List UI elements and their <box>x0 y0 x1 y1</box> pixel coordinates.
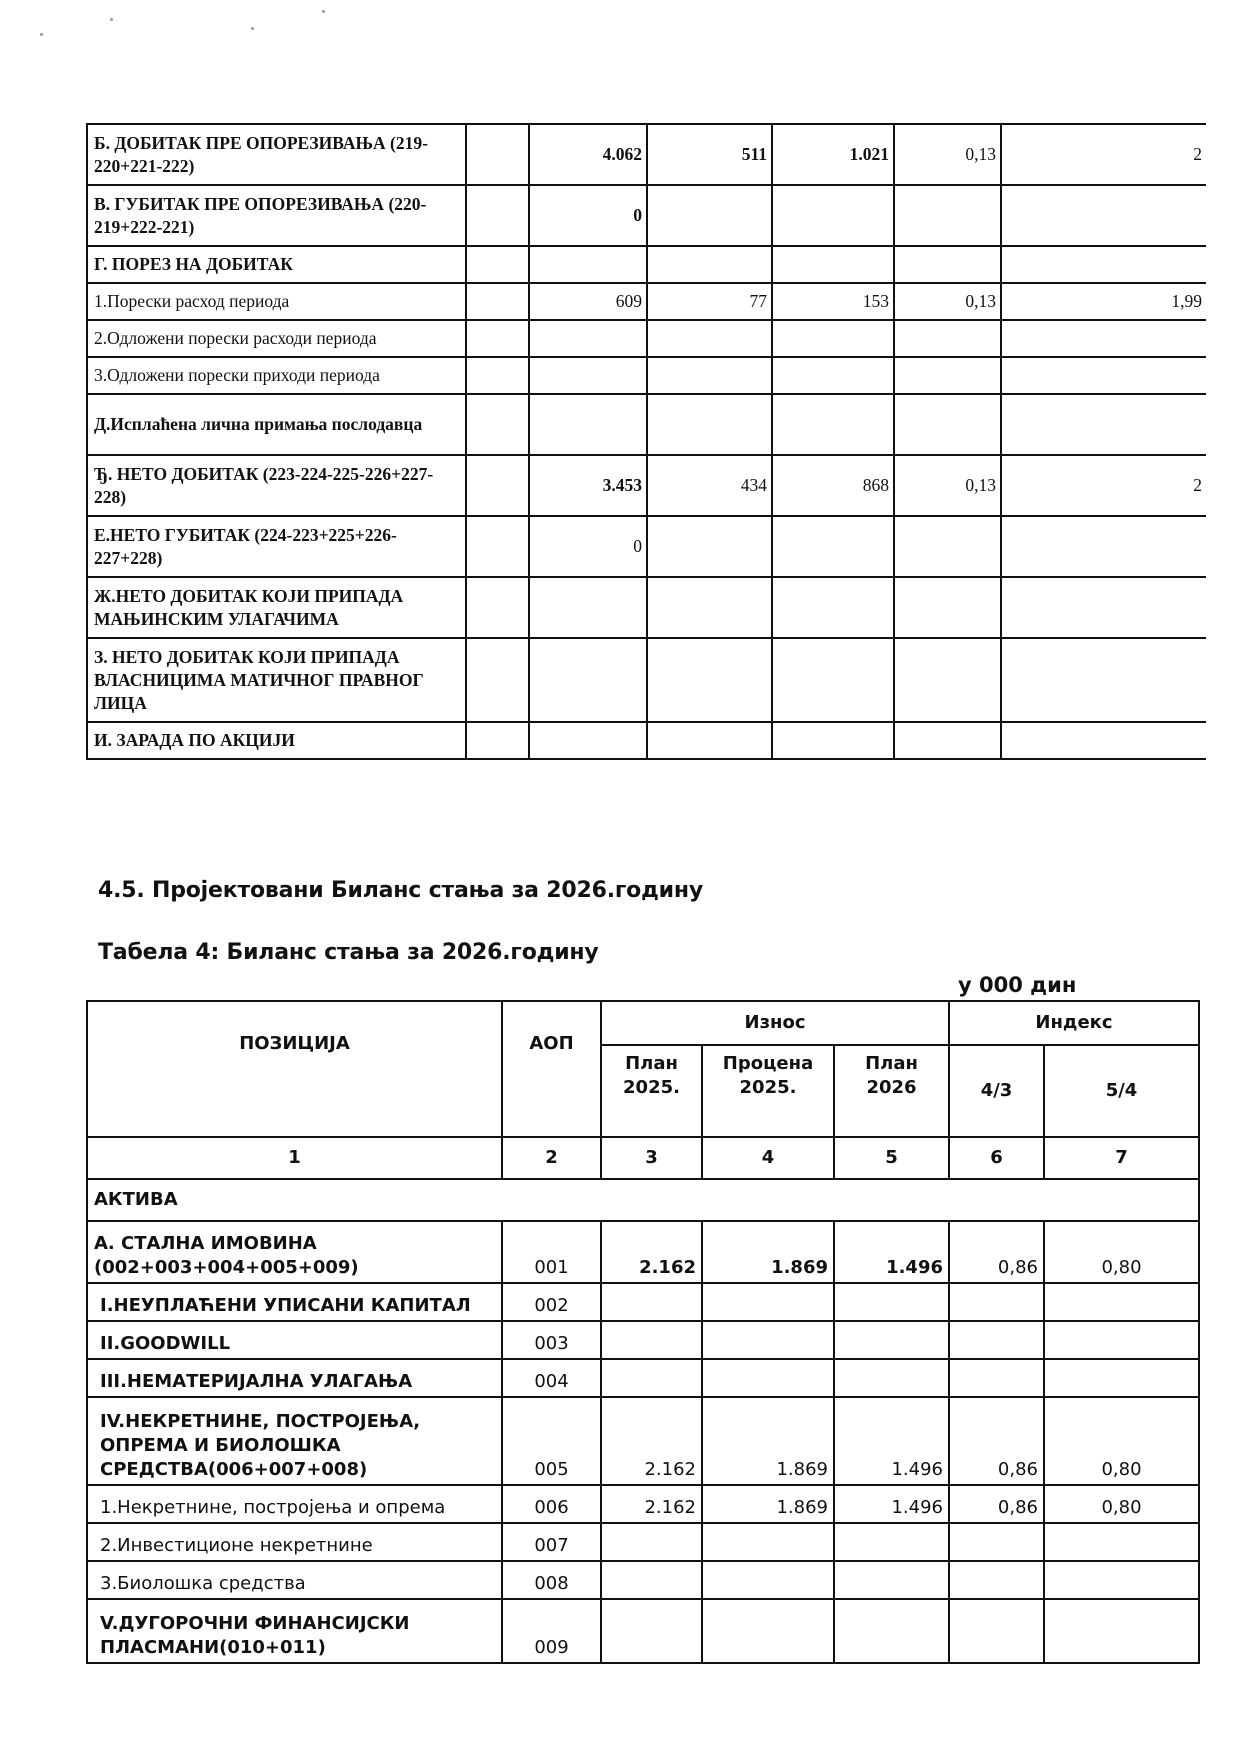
table-row <box>87 1485 1199 1523</box>
value-cell <box>529 722 647 759</box>
index-cell <box>894 185 1001 246</box>
aop-cell <box>466 722 529 759</box>
value-cell <box>772 185 894 246</box>
row-label: 1.Порески расход периода <box>87 283 466 320</box>
header-plan-2026: План 2026 <box>834 1045 949 1137</box>
index-5-4-cell: 0,80 <box>1044 1397 1199 1485</box>
index-4-3-cell <box>949 1561 1044 1599</box>
plan-2025-cell <box>601 1599 702 1663</box>
value-cell <box>647 320 772 357</box>
aop-cell <box>466 455 529 516</box>
value-cell <box>647 638 772 722</box>
header-index-4-3: 4/3 <box>949 1045 1044 1137</box>
row-label: 3.Биолошка средства <box>87 1561 502 1599</box>
table-row <box>87 185 1206 246</box>
table-row <box>87 357 1206 394</box>
value-cell <box>772 394 894 455</box>
plan-2026-cell: 1.496 <box>834 1221 949 1283</box>
row-label: А. СТАЛНА ИМОВИНА (002+003+004+005+009) <box>87 1221 502 1283</box>
index-4-3-cell: 0,86 <box>949 1485 1044 1523</box>
value-cell <box>529 357 647 394</box>
header-index-group: Индекс <box>949 1001 1199 1045</box>
row-label: Б. ДОБИТАК ПРЕ ОПОРЕЗИВАЊА (219-220+221-222) <box>87 124 466 185</box>
section-row <box>87 1179 1199 1221</box>
index-cell: 2 <box>1001 455 1206 516</box>
index-cell <box>1001 638 1206 722</box>
aop-cell <box>466 577 529 638</box>
header-aop: АОП <box>502 1001 601 1137</box>
scan-artifact <box>322 10 325 13</box>
aop-cell: 007 <box>502 1523 601 1561</box>
plan-2025-cell <box>601 1359 702 1397</box>
table-row <box>87 246 1206 283</box>
column-number: 6 <box>949 1137 1044 1179</box>
row-label: Г. ПОРЕЗ НА ДОБИТАК <box>87 246 466 283</box>
index-cell <box>894 320 1001 357</box>
index-cell <box>1001 722 1206 759</box>
scan-artifact <box>40 33 43 36</box>
row-label: И. ЗАРАДА ПО АКЦИЈИ <box>87 722 466 759</box>
table-row <box>87 1523 1199 1561</box>
column-number: 2 <box>502 1137 601 1179</box>
value-cell: 1.021 <box>772 124 894 185</box>
plan-2026-cell <box>834 1599 949 1663</box>
aop-cell <box>466 185 529 246</box>
table-row <box>87 1397 1199 1485</box>
plan-2026-cell: 1.496 <box>834 1397 949 1485</box>
index-cell: 0,13 <box>894 283 1001 320</box>
row-label: II.GOODWILL <box>87 1321 502 1359</box>
header-index-5-4: 5/4 <box>1044 1045 1199 1137</box>
plan-2025-cell <box>601 1561 702 1599</box>
index-cell: 0,13 <box>894 124 1001 185</box>
aop-cell: 009 <box>502 1599 601 1663</box>
income-statement-table <box>86 123 1206 760</box>
value-cell <box>647 577 772 638</box>
index-cell: 1,99 <box>1001 283 1206 320</box>
table-row <box>87 320 1206 357</box>
column-number-row <box>87 1137 1199 1179</box>
value-cell <box>772 516 894 577</box>
value-cell <box>772 357 894 394</box>
table-row <box>87 1283 1199 1321</box>
value-cell: 868 <box>772 455 894 516</box>
estimate-2025-cell <box>702 1283 834 1321</box>
table-row <box>87 1221 1199 1283</box>
plan-2025-cell <box>601 1283 702 1321</box>
balance-sheet-table <box>86 1000 1200 1664</box>
index-5-4-cell <box>1044 1321 1199 1359</box>
value-cell <box>647 516 772 577</box>
aop-cell <box>466 124 529 185</box>
row-label: Е.НЕТО ГУБИТАК (224-223+225+226-227+228) <box>87 516 466 577</box>
value-cell: 4.062 <box>529 124 647 185</box>
value-cell: 511 <box>647 124 772 185</box>
plan-2026-cell <box>834 1359 949 1397</box>
index-4-3-cell <box>949 1599 1044 1663</box>
index-cell <box>894 394 1001 455</box>
value-cell: 77 <box>647 283 772 320</box>
value-cell <box>772 722 894 759</box>
index-cell <box>894 516 1001 577</box>
units-label: у 000 дин <box>958 973 1077 997</box>
value-cell: 3.453 <box>529 455 647 516</box>
row-label: З. НЕТО ДОБИТАК КОЈИ ПРИПАДА ВЛАСНИЦИМА МАТИЧНОГ ПРАВНОГ ЛИЦА <box>87 638 466 722</box>
index-cell <box>1001 516 1206 577</box>
plan-2026-cell <box>834 1283 949 1321</box>
header-estimate-2025: Процена 2025. <box>702 1045 834 1137</box>
estimate-2025-cell <box>702 1599 834 1663</box>
value-cell <box>529 638 647 722</box>
value-cell <box>772 320 894 357</box>
aop-cell <box>466 283 529 320</box>
index-4-3-cell <box>949 1523 1044 1561</box>
aop-cell: 008 <box>502 1561 601 1599</box>
column-number: 3 <box>601 1137 702 1179</box>
value-cell: 434 <box>647 455 772 516</box>
index-5-4-cell: 0,80 <box>1044 1485 1199 1523</box>
scan-artifact <box>251 27 254 30</box>
column-number: 1 <box>87 1137 502 1179</box>
estimate-2025-cell <box>702 1523 834 1561</box>
value-cell <box>529 577 647 638</box>
section-heading: 4.5. Пројектовани Биланс стања за 2026.годину <box>98 878 703 903</box>
plan-2025-cell <box>601 1321 702 1359</box>
value-cell <box>529 394 647 455</box>
plan-2026-cell <box>834 1523 949 1561</box>
plan-2026-cell <box>834 1561 949 1599</box>
table-row <box>87 638 1206 722</box>
header-position: ПОЗИЦИЈА <box>87 1001 502 1137</box>
index-5-4-cell <box>1044 1283 1199 1321</box>
plan-2025-cell: 2.162 <box>601 1397 702 1485</box>
value-cell <box>647 394 772 455</box>
index-cell <box>1001 394 1206 455</box>
column-number: 4 <box>702 1137 834 1179</box>
section-label-assets: АКТИВА <box>87 1179 1199 1221</box>
aop-cell: 006 <box>502 1485 601 1523</box>
index-5-4-cell <box>1044 1561 1199 1599</box>
plan-2025-cell <box>601 1523 702 1561</box>
header-row <box>87 1001 1199 1045</box>
row-label: 2.Одложени порески расходи периода <box>87 320 466 357</box>
column-number: 7 <box>1044 1137 1199 1179</box>
estimate-2025-cell: 1.869 <box>702 1397 834 1485</box>
index-4-3-cell <box>949 1321 1044 1359</box>
value-cell <box>529 246 647 283</box>
value-cell <box>772 638 894 722</box>
row-label: Д.Исплаћена лична примања послодавца <box>87 394 466 455</box>
index-cell <box>1001 577 1206 638</box>
index-cell <box>1001 246 1206 283</box>
aop-cell: 001 <box>502 1221 601 1283</box>
row-label: 2.Инвестиционе некретнине <box>87 1523 502 1561</box>
table-row <box>87 1561 1199 1599</box>
header-amount-group: Износ <box>601 1001 949 1045</box>
table-row <box>87 455 1206 516</box>
index-cell <box>894 577 1001 638</box>
value-cell: 609 <box>529 283 647 320</box>
value-cell <box>772 246 894 283</box>
value-cell <box>647 246 772 283</box>
row-label: Ђ. НЕТО ДОБИТАК (223-224-225-226+227-228) <box>87 455 466 516</box>
value-cell: 0 <box>529 185 647 246</box>
aop-cell <box>466 357 529 394</box>
index-cell <box>894 357 1001 394</box>
table-row <box>87 394 1206 455</box>
plan-2025-cell: 2.162 <box>601 1221 702 1283</box>
aop-cell <box>466 320 529 357</box>
row-label: IV.НЕКРЕТНИНЕ, ПОСТРОЈЕЊА, ОПРЕМА И БИОЛОШКА СРЕДСТВА(006+007+008) <box>87 1397 502 1485</box>
index-5-4-cell <box>1044 1359 1199 1397</box>
table-row <box>87 1359 1199 1397</box>
aop-cell: 003 <box>502 1321 601 1359</box>
estimate-2025-cell: 1.869 <box>702 1485 834 1523</box>
index-4-3-cell: 0,86 <box>949 1397 1044 1485</box>
aop-cell: 004 <box>502 1359 601 1397</box>
plan-2026-cell: 1.496 <box>834 1485 949 1523</box>
row-label: В. ГУБИТАК ПРЕ ОПОРЕЗИВАЊА (220-219+222-221) <box>87 185 466 246</box>
plan-2026-cell <box>834 1321 949 1359</box>
table-row <box>87 283 1206 320</box>
index-5-4-cell <box>1044 1523 1199 1561</box>
table-row <box>87 1599 1199 1663</box>
table-row <box>87 1321 1199 1359</box>
index-cell <box>894 722 1001 759</box>
value-cell <box>772 577 894 638</box>
row-label: 1.Некретнине, постројења и опрема <box>87 1485 502 1523</box>
row-label: 3.Одложени порески приходи периода <box>87 357 466 394</box>
aop-cell: 002 <box>502 1283 601 1321</box>
table-row <box>87 124 1206 185</box>
index-5-4-cell: 0,80 <box>1044 1221 1199 1283</box>
aop-cell <box>466 516 529 577</box>
table-caption: Табела 4: Биланс стања за 2026.годину <box>98 940 599 965</box>
table-row <box>87 516 1206 577</box>
value-cell: 0 <box>529 516 647 577</box>
value-cell <box>647 722 772 759</box>
estimate-2025-cell <box>702 1359 834 1397</box>
row-label: V.ДУГОРОЧНИ ФИНАНСИЈСКИ ПЛАСМАНИ(010+011) <box>87 1599 502 1663</box>
header-plan-2025: План 2025. <box>601 1045 702 1137</box>
index-cell: 2 <box>1001 124 1206 185</box>
value-cell <box>647 185 772 246</box>
value-cell: 153 <box>772 283 894 320</box>
aop-cell <box>466 246 529 283</box>
row-label: I.НЕУПЛАЋЕНИ УПИСАНИ КАПИТАЛ <box>87 1283 502 1321</box>
value-cell <box>647 357 772 394</box>
index-cell <box>1001 320 1206 357</box>
aop-cell: 005 <box>502 1397 601 1485</box>
index-cell <box>894 638 1001 722</box>
plan-2025-cell: 2.162 <box>601 1485 702 1523</box>
index-cell: 0,13 <box>894 455 1001 516</box>
index-4-3-cell: 0,86 <box>949 1221 1044 1283</box>
index-5-4-cell <box>1044 1599 1199 1663</box>
row-label: Ж.НЕТО ДОБИТАК КОЈИ ПРИПАДА МАЊИНСКИМ УЛАГАЧИМА <box>87 577 466 638</box>
scan-artifact <box>110 18 113 21</box>
aop-cell <box>466 394 529 455</box>
table-row <box>87 722 1206 759</box>
estimate-2025-cell <box>702 1561 834 1599</box>
aop-cell <box>466 638 529 722</box>
estimate-2025-cell: 1.869 <box>702 1221 834 1283</box>
value-cell <box>529 320 647 357</box>
index-4-3-cell <box>949 1283 1044 1321</box>
row-label: III.НЕМАТЕРИЈАЛНА УЛАГАЊА <box>87 1359 502 1397</box>
index-4-3-cell <box>949 1359 1044 1397</box>
table-row <box>87 577 1206 638</box>
column-number: 5 <box>834 1137 949 1179</box>
index-cell <box>1001 357 1206 394</box>
index-cell <box>1001 185 1206 246</box>
index-cell <box>894 246 1001 283</box>
estimate-2025-cell <box>702 1321 834 1359</box>
